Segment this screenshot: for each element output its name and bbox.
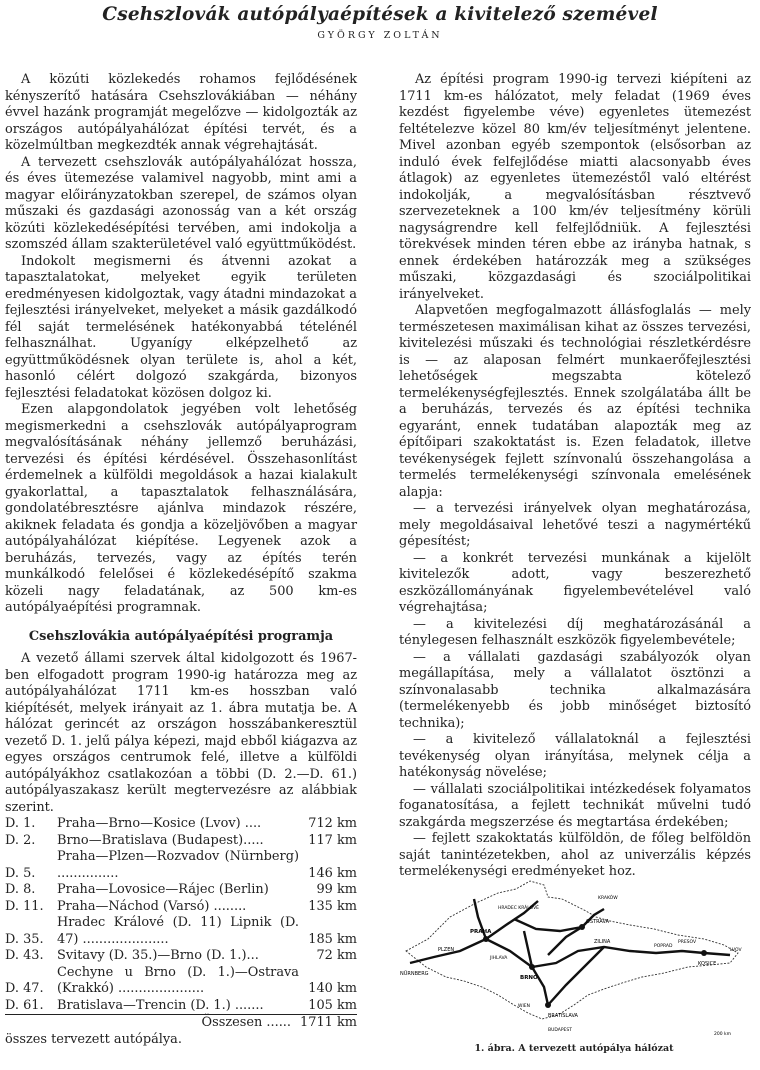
body-paragraph: Indokolt megismerni és átvenni azokat a tapasztalatokat, melyeket egyik területen eredményesen kidolgoztak, vagy átadni mindazokat a fejlesztési irányelveket, melyeket a másik gazdálkodó fél saját termelésének hatékonyabbá tételénél felhasználhat. Ugyanígy elképzelhető az együttműködésnek olyan területe is, ahol a két, hasonló célért dolgozó szakgárda, bizonyos fejlesztési feladatokat közösen dolgoz ki. — [5, 253, 357, 401]
map-label-budapest: BUDAPEST — [548, 1028, 573, 1033]
total-label: Összesen ...... — [57, 1015, 299, 1032]
map-label-ostrava: OSTRAVA — [586, 919, 610, 925]
road-code: D. 1. — [5, 816, 36, 831]
list-item: — vállalati szociálpolitikai intézkedések folyamatos foganatosítása, a fejlett technikát művelni tudó szakgárda megszerzése és megtartása érdekében; — [399, 781, 751, 830]
road-length: 146 km — [308, 865, 357, 881]
body-paragraph: Alapvetően megfogalmazott állásfoglalás — mely természetesen maximálisan kihat az összes tervezési, kivitelezési műszaki és technológiai részletkérdésre is — az alaposan felmért munkaerőfejlesztési lehetőségek megszabta kötelező termelékenységfejlesztés. Ennek szolgálatába állt be a beruházás, tervezés és az építési technika egyaránt, ennek tudatában alapozták meg az építőipari szakoktatást is. Ezen feladatok, illetve tevékenységek fejlett színvonalú összehangolása a termelés termelékenységi színvonala emelésének alapja: — [399, 303, 751, 500]
city-brno — [529, 964, 535, 970]
list-item: — a kivitelezési díj meghatározásánál a ténylegesen felhasznált eszközök figyelembevétele; — [399, 616, 751, 648]
list-item: — a tervezési irányelvek olyan meghatározása, mely megoldásaival lehetővé teszi a nagymértékű gépesítést; — [399, 501, 751, 549]
road-route: Cechyne u Brno (D. 1.)—Ostrava (Krakkó) ..................... — [57, 964, 299, 996]
road-length: 99 km — [316, 882, 357, 897]
article-title: Csehszlovák autópályaépítések a kivitelező szemével — [102, 4, 658, 25]
map-label-praha: PRAHA — [470, 929, 492, 935]
table-row — [5, 882, 357, 899]
map-label-wien: WIEN — [518, 1004, 530, 1009]
map-label-zilina: ZILINA — [594, 939, 611, 945]
motorway-d35 — [514, 919, 582, 931]
map-label-kosice: KOSICE — [698, 961, 717, 967]
motorway-network-map — [398, 855, 750, 1041]
article-author: GYÖRGY ZOLTÁN — [317, 30, 443, 41]
road-route: Brno—Bratislava (Budapest)..... — [57, 832, 264, 848]
map-label-jihlava: JIHLAVA — [490, 956, 508, 961]
road-code: D. 61. — [5, 997, 44, 1013]
list-item: — fejlett szakoktatás külföldön, de főleg belföldön saját tanintézetekben, ahol az univerzális képzés termelékenységi eredményeket hoz. — [399, 831, 751, 879]
motorway-table — [5, 816, 357, 1032]
road-route: Hradec Králové (D. 11) Lipnik (D. 47) ..................... — [57, 915, 299, 947]
right-column — [399, 72, 751, 881]
road-length: 140 km — [308, 981, 357, 996]
country-border — [406, 881, 738, 1019]
road-code: D. 47. — [5, 981, 44, 996]
road-code: D. 8. — [5, 882, 36, 897]
section-heading: Csehszlovákia autópályaépítési programja — [28, 628, 334, 644]
body-paragraph: A tervezett csehszlovák autópályahálózat hossza, és éves ütemezése valamivel nagyobb, mint ami a magyar előirányzatokban szerepel, de számos olyan műszaki és gazdasági azonosság van a két ország közúti közlekedésépítési tervében, ami indokolja a szomszéd állam szakterületével való együttműködést. — [5, 154, 357, 252]
table-row — [5, 899, 357, 916]
map-label-nurnberg: NÜRNBERG — [400, 971, 429, 977]
list-item: — a vállalati gazdasági szabályozók olyan megállapítása, mely a vállalatot ösztönzi a színvonalasabb technika alkalmazására (termelékenyebb és jobb minőséget biztosító technika); — [399, 649, 751, 731]
road-length: 72 km — [316, 948, 357, 963]
body-paragraph: Az építési program 1990-ig tervezi kiépíteni az 1711 km-es hálózatot, mely feladat (1969 éves kezdést figyelembe véve) egyenletes ütemezést feltételezve közel 80 km/év teljesítményt jelentene. Mivel azonban egyéb szempontok (elsősorban az induló évek felfejlődése miatti alacsonyabb éves átlagok) az egyenletes ütemezéstől való eltérést indokolják, a megvalósításban résztvevő szervezeteknek a 100 km/év teljesítmény körüli nagyságrendre kell felfejlődniük. A fejlesztési törekvések minden téren ebbe az irányba hatnak, s ennek érdekében határozzák meg a szükséges műszaki, közgazdasági és szociálpolitikai irányelveket. — [399, 72, 751, 302]
road-route: Praha—Plzen—Rozvadov (Nürnberg) ............... — [57, 849, 299, 881]
road-length: 185 km — [308, 931, 357, 947]
road-route: Praha—Lovosice—Rájec (Berlin) — [57, 882, 269, 897]
map-label-plzen: PLZEN — [438, 947, 455, 953]
motorway-d2 — [532, 967, 548, 1005]
road-code: D. 11. — [5, 898, 44, 914]
road-route: Svitavy (D. 35.)—Brno (D. 1.)... — [57, 948, 259, 963]
table-row — [5, 833, 357, 850]
body-paragraph: Ezen alapgondolatok jegyében volt lehetőség megismerkedni a csehszlovák autópályaprogram megvalósításának néhány jellemző beruházási, tervezési és építési kérdésével. Összehasonlítást érdemelnek a külföldi megoldások a hazai kialakult gyakorlattal, a tapasztalatok felhasználására, gondolatébresztésre ajánlva mindazok részére, akiknek feladata és gondja a közeljövőben a magyar autópályahálózat kiépítése. Legyenek azok a beruházás, tervezés, vagy az építés terén munkálkodó felelősei é közlekedésépítő szakma közeli nagy feladatának, az 500 km-es autópályaépítési programnak. — [5, 402, 357, 615]
city-bratislava — [545, 1002, 551, 1008]
road-length: 105 km — [308, 997, 357, 1013]
map-label-lvov: LVOV — [730, 948, 742, 953]
map-label-hradec: HRADEC KRÁLOVÉ — [498, 906, 539, 911]
road-length: 135 km — [308, 898, 357, 914]
map-caption: 1. ábra. A tervezett autópálya hálózat — [474, 1043, 674, 1054]
road-code: D. 5. — [5, 865, 36, 881]
table-tail-text: összes tervezett autópálya. — [5, 1031, 182, 1047]
road-length: 117 km — [308, 832, 357, 848]
map-label-brno: BRNO — [520, 975, 538, 981]
road-route: Bratislava—Trencin (D. 1.) ....... — [57, 997, 264, 1013]
table-row — [5, 948, 357, 965]
city-kosice — [701, 950, 707, 956]
road-length: 712 km — [308, 816, 357, 831]
map-label-bratislava: BRATISLAVA — [548, 1013, 578, 1019]
map-scale-label: 200 km — [714, 1032, 732, 1037]
map-label-presov: PRESOV — [678, 940, 697, 945]
table-row — [5, 816, 357, 833]
road-code: D. 2. — [5, 832, 36, 848]
total-length: 1711 km — [300, 1015, 357, 1030]
table-row — [5, 965, 357, 998]
road-code: D. 43. — [5, 948, 44, 963]
city-ostrava — [579, 924, 585, 930]
table-total-row — [5, 1015, 357, 1032]
map-label-krakow: KRAKÓW — [598, 896, 618, 901]
map-label-poprad: POPRAD — [654, 944, 673, 949]
map-graphic — [398, 855, 750, 1041]
list-item: — a kivitelező vállalatoknál a fejlesztési tevékenység olyan irányítása, melynek célja a hatékonyság növelése; — [399, 732, 751, 780]
left-column — [5, 72, 357, 1048]
body-paragraph: A közúti közlekedés rohamos fejlődésének kényszerítő hatására Csehszlovákiában — néhány évvel hazánk programját megelőzve — kidolgozták az országos autópályahálózat építési tervét, és a közelmúltban megkezdték annak végrehajtását. — [5, 72, 357, 153]
table-row — [5, 998, 357, 1015]
table-row — [5, 849, 357, 882]
road-code: D. 35. — [5, 931, 44, 947]
motorway-d61 — [548, 947, 604, 1005]
list-item: — a konkrét tervezési munkának a kijelölt kivitelezők adott, vagy beszerezhető eszközállományának figyelembevételével való végrehajtása; — [399, 550, 751, 615]
road-route: Praha—Náchod (Varsó) ........ — [57, 898, 247, 914]
city-praha — [483, 936, 489, 942]
body-paragraph: A vezető állami szervek által kidolgozott és 1967-ben elfogadott program 1990-ig határozza meg az autópályahálózat 1711 km-es hosszban való kiépítését, melyek irányait az 1. ábra mutatja be. A hálózat gerincét az országon hosszábankeresztül vezető D. 1. jelű pálya képezi, majd ebből kiágazva az egyes országos centrumok felé, illetve a külföldi autópályákhoz csatlakozóan a többi (D. 2.—D. 61.) autópályaszakasz került megtervezésre az alábbiak szerint. — [5, 651, 357, 815]
road-route: Praha—Brno—Kosice (Lvov) .... — [57, 816, 262, 831]
table-row — [5, 915, 357, 948]
